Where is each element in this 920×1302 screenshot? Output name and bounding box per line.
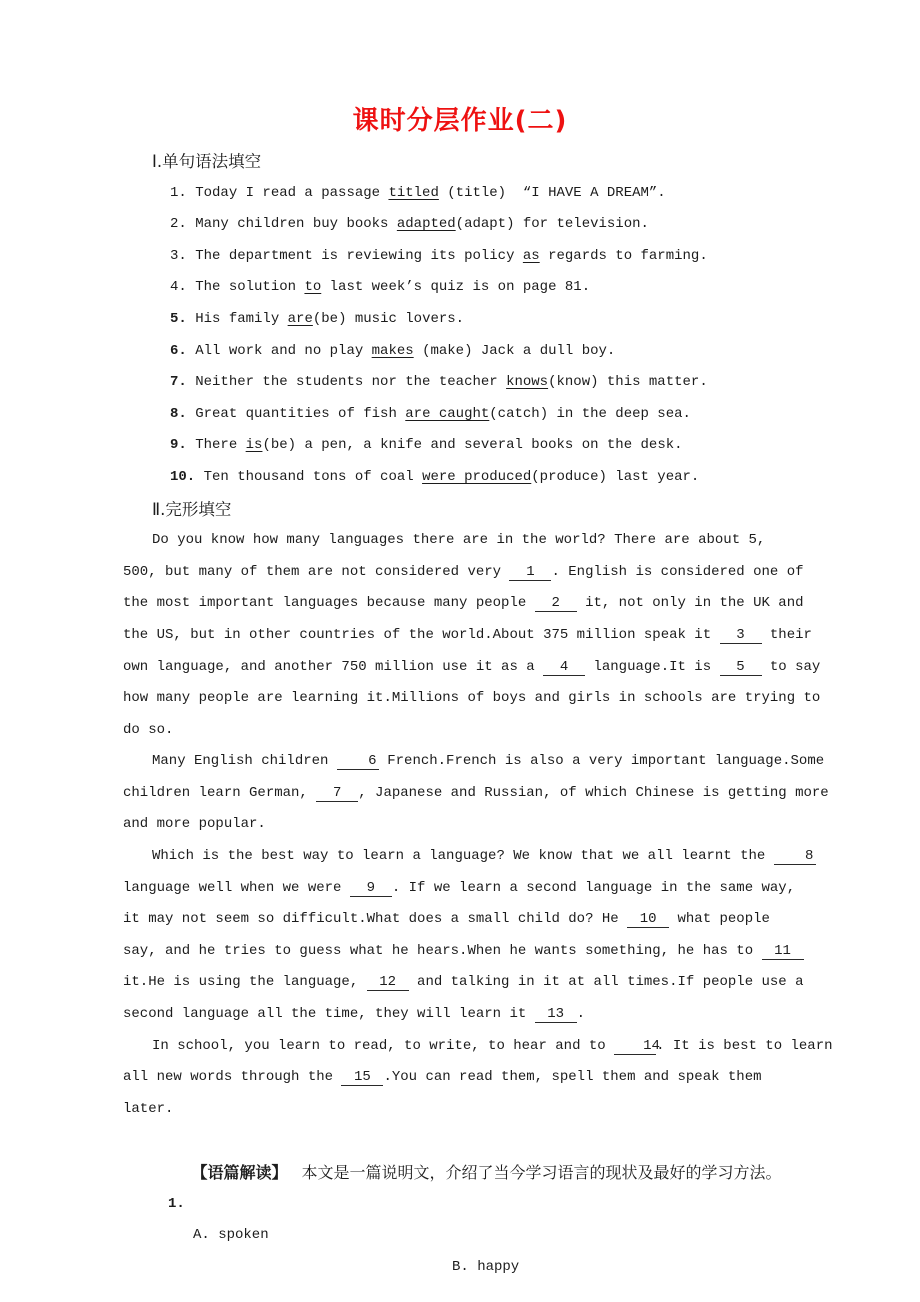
cloze-paragraph-4-line-2: all new words through the 15 .You can read them, spell them and speak them bbox=[123, 1069, 762, 1086]
cloze-paragraph-3-line-4: say, and he tries to guess what he hears.When he wants something, he has to 11 bbox=[123, 936, 830, 968]
answer-underline: makes bbox=[371, 342, 414, 359]
cloze-blank-12: 12 bbox=[367, 974, 409, 991]
cloze-paragraph-1-line-3: the most important languages because many people 2 it, not only in the UK and bbox=[123, 595, 804, 612]
options-row bbox=[123, 1157, 830, 1275]
grammar-item-2: 2. Many children buy books adapted(adapt) for television. bbox=[170, 216, 649, 233]
cloze-blank-3: 3 bbox=[720, 627, 762, 644]
analysis-text: 本文是一篇说明文，介绍了当今学习语言的现状及最好的学习方法。 bbox=[301, 1163, 782, 1182]
worksheet-title: 课时分层作业(二) bbox=[352, 106, 568, 136]
grammar-item-6: 6. All work and no play makes (make) Jack a dull boy. bbox=[170, 342, 616, 359]
cloze-blank-5: 5 bbox=[720, 659, 762, 676]
cloze-paragraph-3-line-2: language well when we were 9 . If we learn a second language in the same way, bbox=[123, 879, 796, 896]
cloze-paragraph-1-line-7: do so. bbox=[123, 721, 174, 738]
cloze-paragraph-1-line-4: the US, but in other countries of the world.About 375 million speak it 3 their bbox=[123, 626, 812, 643]
cloze-blank-14: 14 bbox=[614, 1038, 656, 1055]
cloze-blank-10: 10 bbox=[627, 911, 669, 928]
answer-underline: knows bbox=[506, 374, 549, 391]
cloze-blank-15: 15 bbox=[341, 1069, 383, 1086]
grammar-item-5: 5. His family are(be) music lovers. bbox=[170, 310, 465, 327]
cloze-blank-6: 6 bbox=[337, 753, 379, 770]
grammar-items bbox=[123, 178, 830, 494]
answer-underline: to bbox=[304, 279, 322, 296]
answer-underline: adapted bbox=[396, 216, 456, 233]
grammar-item-9: 9. There is(be) a pen, a knife and several books on the desk. bbox=[170, 437, 683, 454]
cloze-paragraph-4-line-1: In school, you learn to read, to write, to hear and to 14. It is best to learn bbox=[152, 1037, 833, 1054]
section2-heading: Ⅱ.完形填空 bbox=[152, 499, 232, 519]
item-number: 1. bbox=[170, 184, 187, 201]
cloze-paragraph-1-line-2: 500, but many of them are not considered very 1 . English is considered one of bbox=[123, 563, 804, 580]
cloze-paragraph-3-line-6: second language all the time, they will learn it 13 . bbox=[123, 1006, 586, 1023]
item-number: 4. bbox=[170, 279, 187, 296]
cloze-paragraph-2-line-3: and more popular. bbox=[123, 816, 266, 833]
answer-underline: are bbox=[287, 310, 313, 327]
item-number: 5. bbox=[170, 310, 187, 327]
answer-underline: are caught bbox=[405, 405, 490, 422]
cloze-paragraph-3-line-5: it.He is using the language, 12 and talking in it at all times.If people use a bbox=[123, 974, 804, 991]
answer-underline: as bbox=[522, 247, 540, 264]
cloze-blank-11: 11 bbox=[762, 943, 804, 960]
worksheet-content bbox=[123, 146, 833, 1275]
analysis-line bbox=[123, 1125, 830, 1182]
grammar-item-4: 4. The solution to last week’s quiz is on page 81. bbox=[170, 279, 591, 296]
grammar-item-8: 8. Great quantities of fish are caught(catch) in the deep sea. bbox=[170, 405, 691, 422]
cloze-blank-7: 7 bbox=[316, 785, 358, 802]
grammar-item-10: 10. Ten thousand tons of coal were produced(produce) last year. bbox=[170, 468, 700, 485]
cloze-passage bbox=[123, 525, 833, 1125]
answer-underline: is bbox=[245, 437, 263, 454]
cloze-blank-1: 1 bbox=[509, 564, 551, 581]
grammar-item-3: 3. The department is reviewing its policy as regards to farming. bbox=[170, 247, 708, 264]
cloze-blank-8: 8 bbox=[774, 848, 816, 865]
cloze-paragraph-2-line-2: children learn German, 7 , Japanese and Russian, of which Chinese is getting more bbox=[123, 784, 829, 801]
option-a: A. spoken bbox=[193, 1227, 269, 1244]
answer-underline: titled bbox=[388, 184, 439, 201]
item-number: 2. bbox=[170, 216, 187, 233]
cloze-paragraph-1-line-6: how many people are learning it.Millions of boys and girls in schools are trying to bbox=[123, 690, 821, 707]
item-number: 6. bbox=[170, 342, 187, 359]
section1-heading: Ⅰ.单句语法填空 bbox=[152, 152, 262, 171]
item-number: 9. bbox=[170, 437, 187, 454]
cloze-blank-4: 4 bbox=[543, 659, 585, 676]
cloze-paragraph-1-line-5: own language, and another 750 million use it as a 4 language.It is 5 to say bbox=[123, 658, 821, 675]
cloze-paragraph-3-line-3: it may not seem so difficult.What does a small child do? He 10 what people bbox=[123, 911, 770, 928]
cloze-paragraph-4-line-3: later. bbox=[123, 1100, 174, 1117]
cloze-blank-13: 13 bbox=[535, 1006, 577, 1023]
item-number: 8. bbox=[170, 405, 187, 422]
item-number: 7. bbox=[170, 374, 187, 391]
cloze-paragraph-3-line-1: Which is the best way to learn a language? We know that we all learnt the 8 bbox=[123, 841, 830, 873]
cloze-paragraph-2-line-1: Many English children 6 French.French is also a very important language.Some bbox=[152, 753, 825, 770]
grammar-item-7: 7. Neither the students nor the teacher knows(know) this matter. bbox=[170, 374, 708, 391]
analysis-label: 【语篇解读】 bbox=[191, 1163, 288, 1182]
cloze-blank-2: 2 bbox=[535, 595, 577, 612]
answer-underline: were produced bbox=[422, 468, 532, 485]
item-number: 3. bbox=[170, 247, 187, 264]
cloze-blank-9: 9 bbox=[350, 880, 392, 897]
cloze-paragraph-1-line-1: Do you know how many languages there are in the world? There are about 5, bbox=[152, 532, 766, 549]
option-question-number: 1. bbox=[168, 1195, 185, 1212]
item-number: 10. bbox=[170, 468, 196, 485]
option-b: B. happy bbox=[452, 1258, 520, 1275]
grammar-item-1: 1. Today I read a passage titled (title) “I HAVE A DREAM”. bbox=[170, 184, 666, 201]
